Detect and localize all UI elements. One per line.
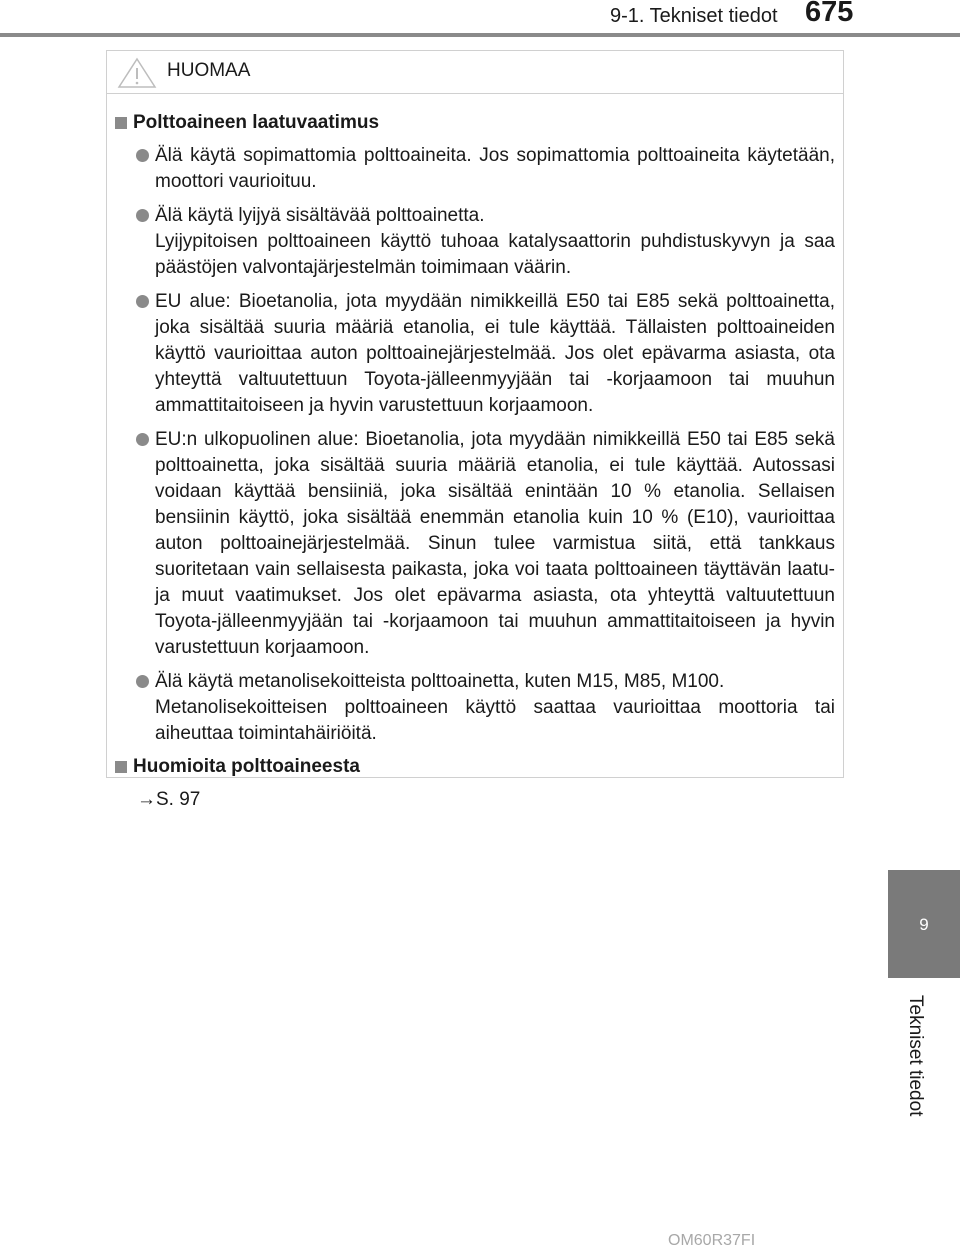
bullet-text: EU:n ulkopuolinen alue: Bioetanolia, jota myydään nimikkeillä E50 tai E85 sekä polttoainetta, joka sisältää suuria määriä etanolia, ei tule käyttää. Autossasi voidaan käyttää bensiiniä, joka sisältää enintään 10 % etanolia. Sellaisen bensiinin käyttö, joka sisältää enemmän etanolia kuin 10 % (E10), vaurioittaa auton polttoainejärjestelmää. Sinun tulee varmistua siitä, että tankkaus suoritetaan vain sellaisesta paikasta, joka voi taata polttoaineen täyttävän laatu- ja muut vaatimukset. Jos olet epävarma asiasta, ota yhteyttä valtuutettuun Toyota-jälleenmyyjään tai -korjaamoon tai muuhun ammattitaitoiseen ja hyvin varustettuun korjaamoon.	[155, 429, 835, 658]
bullet-item	[115, 143, 835, 195]
bullet-text: Lyijypitoisen polttoaineen käyttö tuhoaa katalysaattorin puhdistuskyvyn ja saa päästöjen valvontajärjestelmän toimimaan väärin.	[155, 231, 835, 278]
notice-box	[106, 50, 844, 810]
circle-bullet-icon	[136, 295, 149, 308]
page-number: 675	[805, 0, 854, 28]
circle-bullet-icon	[136, 433, 149, 446]
section-title-fuel-quality	[115, 111, 835, 135]
bullet-item	[115, 427, 835, 661]
bullet-text: Älä käytä lyijyä sisältävää polttoainetta.	[155, 205, 485, 226]
bullet-item	[115, 289, 835, 419]
bullet-text: Metanolisekoitteisen polttoaineen käyttö saattaa vaurioittaa moottoria tai aiheuttaa toimintahäiriöitä.	[155, 697, 835, 744]
notice-body	[107, 94, 843, 813]
notice-label: HUOMAA	[167, 60, 251, 81]
circle-bullet-icon	[136, 675, 149, 688]
footer-watermark: OM60R37FI	[668, 1232, 756, 1249]
header-divider	[0, 33, 960, 37]
chapter-label: Tekniset tiedot	[905, 995, 926, 1117]
bullet-text: Älä käytä metanolisekoitteista polttoainetta, kuten M15, M85, M100.	[155, 671, 725, 692]
page-reference-link[interactable]: →S. 97	[137, 789, 201, 810]
section-title-fuel-notes	[115, 755, 835, 779]
bullet-text: EU alue: Bioetanolia, jota myydään nimikkeillä E50 tai E85 sekä polttoainetta, joka sisältää suuria määriä etanolia, ei tule käyttää. Tällaisten polttoaineiden käyttö vaurioittaa auton polttoainejärjestelmää. Jos olet epävarma asiasta, ota yhteyttä valtuutettuun Toyota-jälleenmyyjään tai -korjaamoon tai muuhun ammattitaitoiseen ja hyvin varustettuun korjaamoon.	[155, 291, 835, 416]
chapter-tab[interactable]	[888, 870, 960, 978]
bullet-item	[115, 203, 835, 281]
chapter-number: 9	[919, 915, 929, 934]
square-bullet-icon	[115, 117, 127, 129]
circle-bullet-icon	[136, 149, 149, 162]
notice-header	[107, 51, 843, 94]
warning-triangle-icon	[117, 57, 157, 89]
section-title-text: Huomioita polttoaineesta	[133, 756, 360, 777]
bullet-item	[115, 669, 835, 747]
square-bullet-icon	[115, 761, 127, 773]
header-section-title: 9-1. Tekniset tiedot	[610, 5, 778, 27]
section-title-text: Polttoaineen laatuvaatimus	[133, 112, 380, 133]
bullet-text: Älä käytä sopimattomia polttoaineita. Jos sopimattomia polttoaineita käytetään, moottori vaurioituu.	[155, 145, 835, 192]
circle-bullet-icon	[136, 209, 149, 222]
